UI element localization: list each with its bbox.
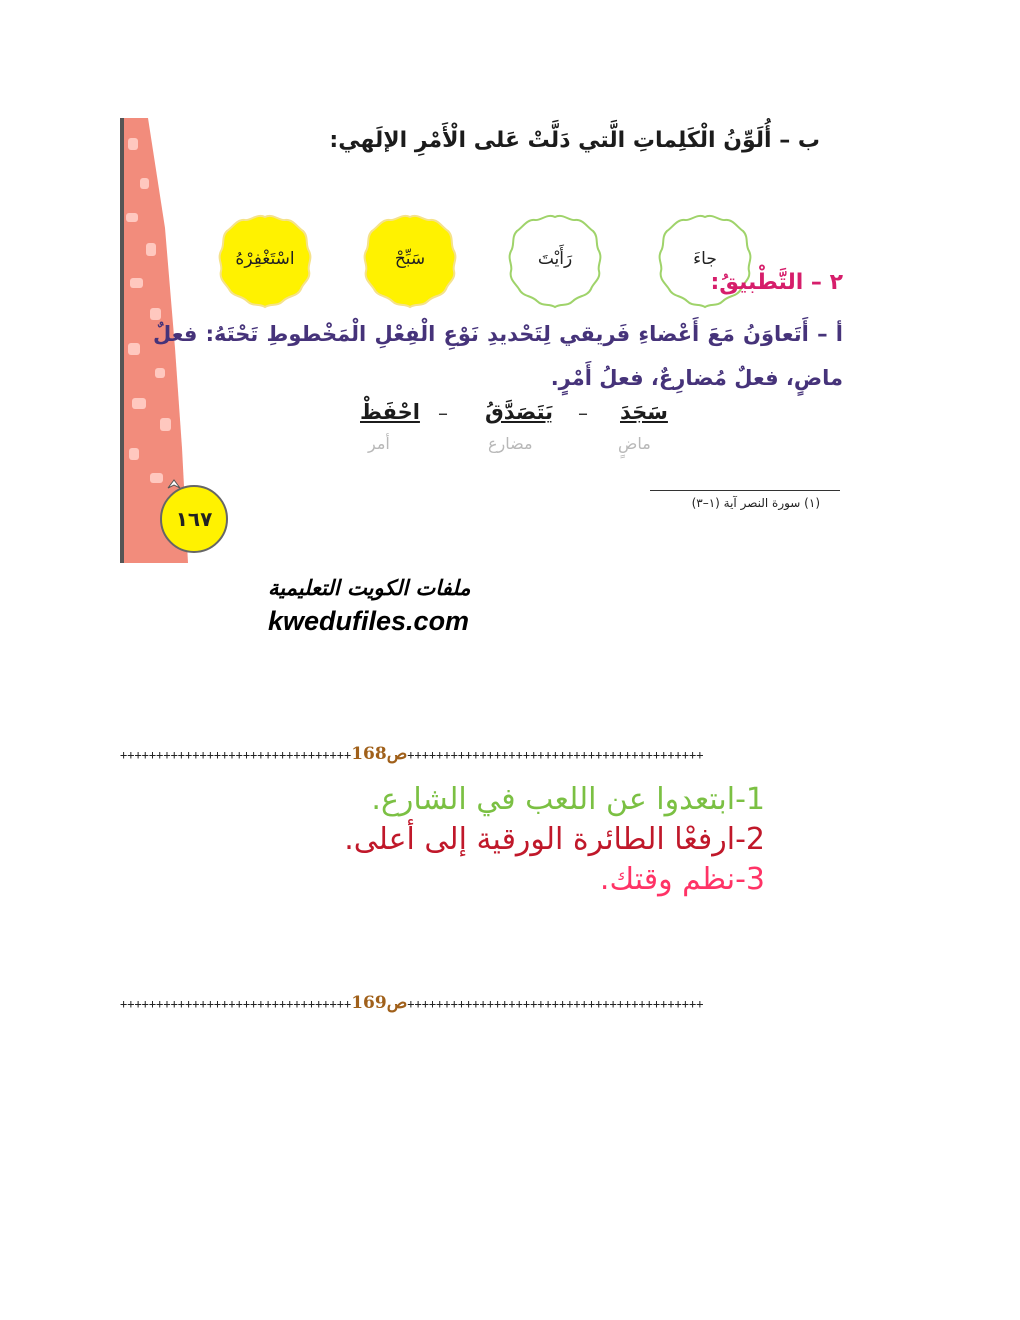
dash-separator: – bbox=[578, 401, 588, 425]
verb-answer: ماضٍ bbox=[618, 434, 651, 453]
book-page bbox=[120, 118, 855, 563]
word-bubble bbox=[655, 211, 755, 311]
verb-word: يَتَصَدَّقُ bbox=[485, 400, 554, 424]
dash-separator: – bbox=[438, 401, 448, 425]
page-number-badge bbox=[160, 485, 228, 553]
answer-line-2: 2-ارفعْا الطائرة الورقية إلى أعلى. bbox=[344, 822, 765, 857]
verb-answer: مضارع bbox=[488, 434, 533, 453]
separator-plus-right: +++++++++++++++++++++++++++++++++++++++++ bbox=[407, 997, 704, 1011]
separator-plus-left: ++++++++++++++++++++++++++++++++ bbox=[120, 748, 352, 762]
section-2-title: ٢ – التَّطْبيقُ: bbox=[710, 270, 843, 295]
separator-plus-right: +++++++++++++++++++++++++++++++++++++++++ bbox=[407, 748, 704, 762]
verb-answer: أمر bbox=[368, 434, 390, 453]
exercise-b-instruction: ب – أُلَوِّنُ الْكَلِماتِ الَّتي دَلَّتْ عَلى الْأَمْرِ الإلَهي: bbox=[329, 128, 820, 153]
word-bubble bbox=[505, 211, 605, 311]
bubble-word: رَأَيْتَ bbox=[537, 249, 573, 269]
bubble-word: اسْتَغْفِرْهُ bbox=[235, 249, 295, 269]
footnote-rule bbox=[650, 490, 840, 491]
exercise-a-instruction: أ – أَتَعاوَنُ مَعَ أَعْضاءِ فَريقي لِتَحْديدِ نَوْعِ الْفِعْلِ الْمَخْطوطِ تَحْتَهُ: فعلٌ ماضٍ، فعلٌ مُضارِعٌ، فعلُ أَمْرٍ. bbox=[153, 322, 843, 390]
verb-word: سَجَدَ bbox=[620, 400, 668, 424]
bubble-word: جاءَ bbox=[693, 249, 717, 269]
page-separator bbox=[120, 993, 850, 1013]
separator-plus-left: ++++++++++++++++++++++++++++++++ bbox=[120, 997, 352, 1011]
separator-page-label: ص169 bbox=[351, 993, 408, 1013]
verb-word: احْفَظْ bbox=[360, 400, 420, 424]
answer-line-1: 1-ابتعدوا عن اللعب في الشارع. bbox=[371, 782, 765, 817]
watermark-site: kwedufiles.com bbox=[268, 606, 470, 636]
ribbon-icon bbox=[166, 478, 182, 492]
watermark-arabic: ملفات الكويت التعليمية bbox=[268, 576, 471, 600]
word-bubble-highlighted bbox=[360, 211, 460, 311]
bubble-word: سَبِّحْ bbox=[394, 249, 426, 269]
answer-line-3: 3-نظم وقتك. bbox=[599, 862, 765, 897]
word-bubble-highlighted bbox=[215, 211, 315, 311]
page-number: ١٦٧ bbox=[175, 507, 213, 531]
page-separator bbox=[120, 744, 850, 764]
separator-page-label: ص168 bbox=[351, 744, 408, 764]
footnote: (١) سورة النصر آية (١–٣) bbox=[691, 496, 820, 510]
